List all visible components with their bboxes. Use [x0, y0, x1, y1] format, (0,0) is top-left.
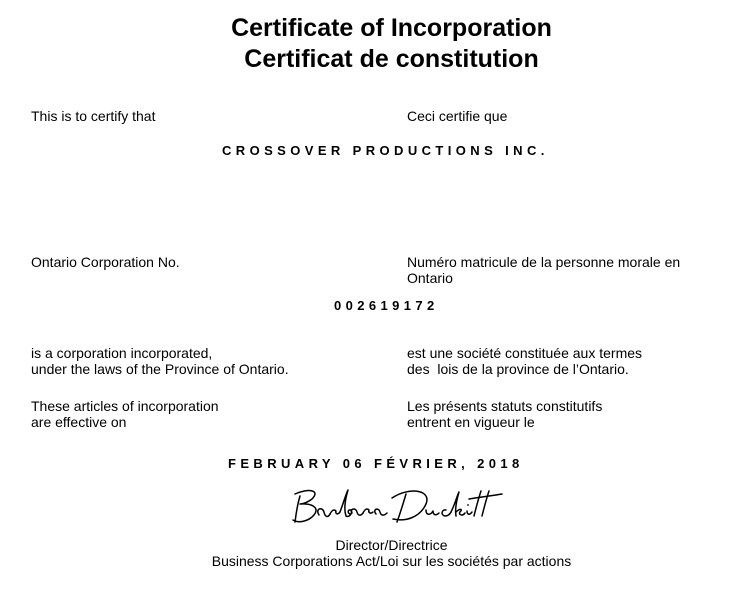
act-name: Business Corporations Act/Loi sur les sociétés par actions [211, 553, 572, 569]
handwritten-signature [288, 482, 508, 528]
incorporated-text-fr-line2: des lois de la province de l’Ontario. [407, 361, 629, 377]
certify-text-fr: Ceci certifie que [407, 108, 508, 124]
certificate-title-fr: Certificat de constitution [244, 45, 539, 73]
certificate-title-en: Certificate of Incorporation [231, 14, 552, 42]
incorporated-text-en-line2: under the laws of the Province of Ontario. [31, 361, 289, 377]
certify-text-en: This is to certify that [31, 108, 156, 124]
corporation-number: 002619172 [334, 298, 439, 313]
corporation-number-label-fr-line1: Numéro matricule de la personne morale en [407, 254, 681, 270]
effective-text-en-line2: are effective on [31, 414, 127, 430]
effective-text-fr-line2: entrent en vigueur le [407, 414, 535, 430]
effective-text-en-line1: These articles of incorporation [31, 398, 219, 414]
corporation-number-label-fr-line2: Ontario [407, 270, 453, 286]
effective-text-fr-line1: Les présents statuts constitutifs [407, 398, 603, 414]
company-name: CROSSOVER PRODUCTIONS INC. [222, 143, 549, 158]
signatory-title: Director/Directrice [335, 537, 448, 553]
effective-date: FEBRUARY 06 FÉVRIER, 2018 [228, 456, 524, 471]
incorporated-text-en-line1: is a corporation incorporated, [31, 345, 213, 361]
incorporated-text-fr-line1: est une société constituée aux termes [407, 345, 643, 361]
corporation-number-label-en: Ontario Corporation No. [31, 254, 180, 270]
